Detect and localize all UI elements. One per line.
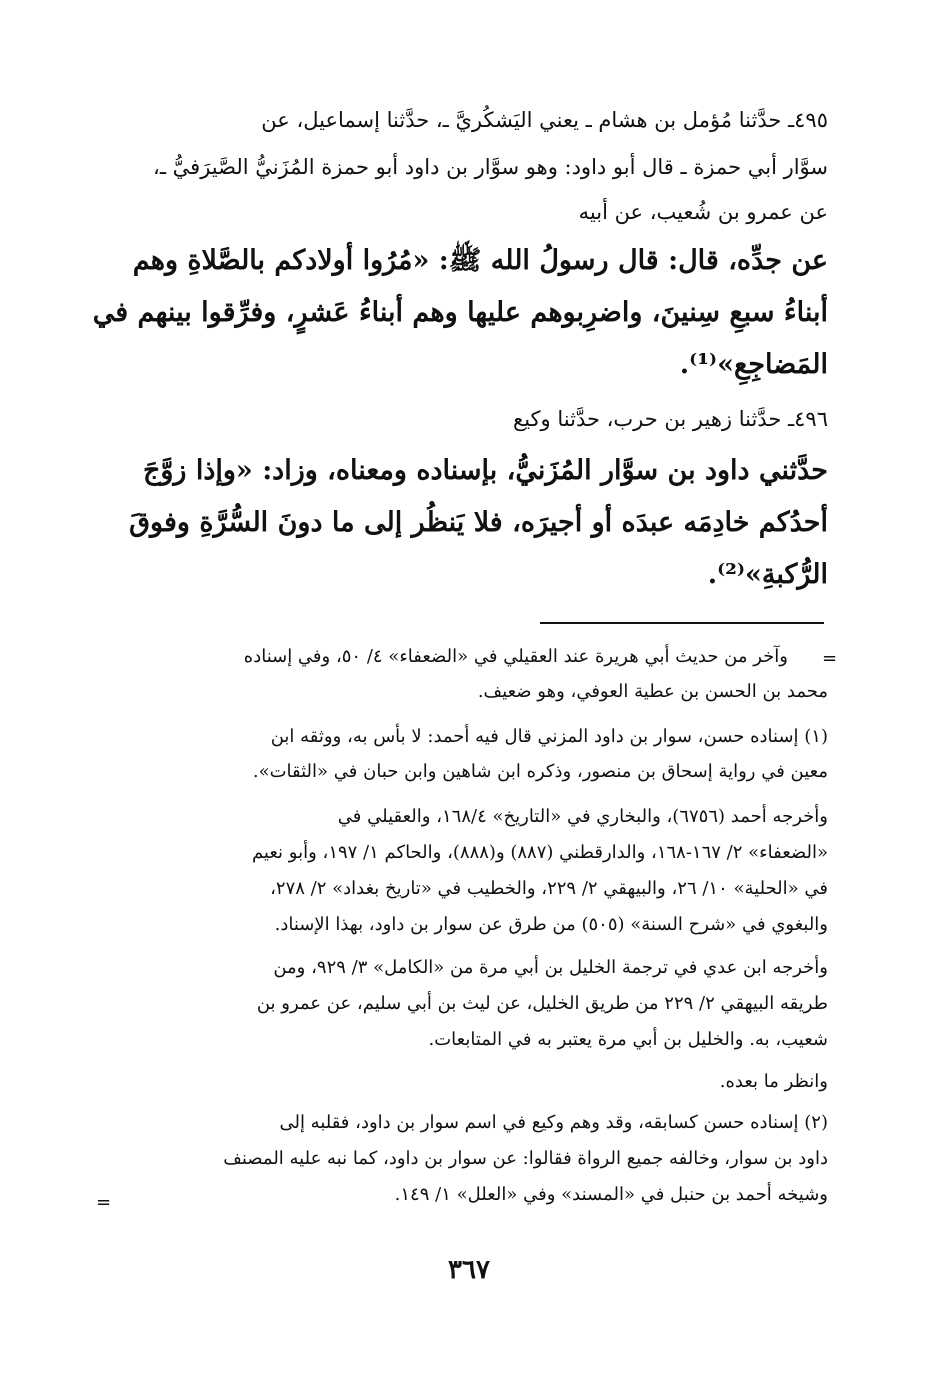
footnote-line: طريقه البيهقي ٢/ ٢٢٩ من طريق الخليل، عن ليث بن أبي سليم، عن عمرو بن (256, 993, 828, 1014)
footnote-line: وأخرجه ابن عدي في ترجمة الخليل بن أبي مرة من «الكامل» ٣/ ٩٢٩، ومن (273, 957, 828, 978)
footnote-line: وآخر من حديث أبي هريرة عند العقيلي في «الضعفاء» ٤/ ٥٠، وفي إسناده (243, 646, 788, 667)
hadith-495-matn-line: أبناءُ سبعِ سِنينَ، واضرِبوهم عليها وهم أبناءُ عَشرٍ، وفرِّقوا بينهم في (92, 297, 828, 328)
hadith-496-isnad-line: ٤٩٦ـ حدَّثنا زهير بن حرب، حدَّثنا وكيع (513, 407, 828, 431)
footnote-line: وانظر ما بعده. (719, 1071, 828, 1092)
footnote-line: محمد بن الحسن بن عطية العوفي، وهو ضعيف. (477, 681, 828, 702)
continuation-mark-end: = (96, 1192, 112, 1213)
footnote-separator (540, 622, 824, 624)
footnote-line: في «الحلية» ١٠/ ٢٦، والبيهقي ٢/ ٢٢٩، والخطيب في «تاريخ بغداد» ٢/ ٢٧٨، (270, 878, 828, 899)
hadith-495-isnad-line: عن عمرو بن شُعيب، عن أبيه (578, 200, 828, 224)
continuation-mark: = (822, 648, 838, 669)
footnote-line: شعيب، به. والخليل بن أبي مرة يعتبر به في المتابعات. (428, 1029, 828, 1050)
footnote-line: معين في رواية إسحاق بن منصور، وذكره ابن شاهين وابن حبان في «الثقات». (252, 761, 828, 782)
footnote-line: وشيخه أحمد بن حنبل في «المسند» وفي «العلل» ١/ ١٤٩. (394, 1184, 828, 1205)
page-number: ٣٦٧ (448, 1255, 490, 1285)
hadith-496-matn-line: حدَّثني داود بن سوَّار المُزَنيُّ، بإسناده ومعناه، وزاد: «وإذا زوَّجَ (142, 455, 828, 486)
hadith-495-matn-line: عن جدِّه، قال: قال رسولُ الله ﷺ: «مُرُوا أولادكم بالصَّلاةِ وهم (132, 245, 828, 276)
footnote-line: «الضعفاء» ٢/ ١٦٧-١٦٨، والدارقطني (٨٨٧) و(٨٨٨)، والحاكم ١/ ١٩٧، وأبو نعيم (251, 842, 828, 863)
hadith-495-isnad-line: سوَّار أبي حمزة ـ قال أبو داود: وهو سوَّار بن داود أبو حمزة المُزَنيُّ الصَّيرَفيُّ ـ، (153, 155, 828, 179)
hadith-495-isnad-line: ٤٩٥ـ حدَّثنا مُؤمل بن هشام ـ يعني اليَشكُريَّ ـ، حدَّثنا إسماعيل، عن (261, 108, 828, 132)
footnote-line: والبغوي في «شرح السنة» (٥٠٥) من طرق عن سوار بن داود، بهذا الإسناد. (274, 914, 828, 935)
hadith-495-matn-line: المَضاجِعِ»⁽¹⁾. (679, 349, 828, 380)
hadith-496-matn-line: الرُّكبةِ»⁽²⁾. (707, 559, 828, 590)
footnote-line: (١) إسناده حسن، سوار بن داود المزني قال فيه أحمد: لا بأس به، ووثقه ابن (270, 726, 828, 747)
footnote-line: داود بن سوار، وخالفه جميع الرواة فقالوا: عن سوار بن داود، كما نبه عليه المصنف (223, 1148, 828, 1169)
hadith-496-matn-line: أحدُكم خادِمَه عبدَه أو أجيرَه، فلا يَنظُر إلى ما دونَ السُّرَّةِ وفوقَ (129, 507, 828, 538)
footnote-line: وأخرجه أحمد (٦٧٥٦)، والبخاري في «التاريخ» ١٦٨/٤، والعقيلي في (337, 806, 828, 827)
footnote-line: (٢) إسناده حسن كسابقه، وقد وهم وكيع في اسم سوار بن داود، فقلبه إلى (279, 1112, 828, 1133)
